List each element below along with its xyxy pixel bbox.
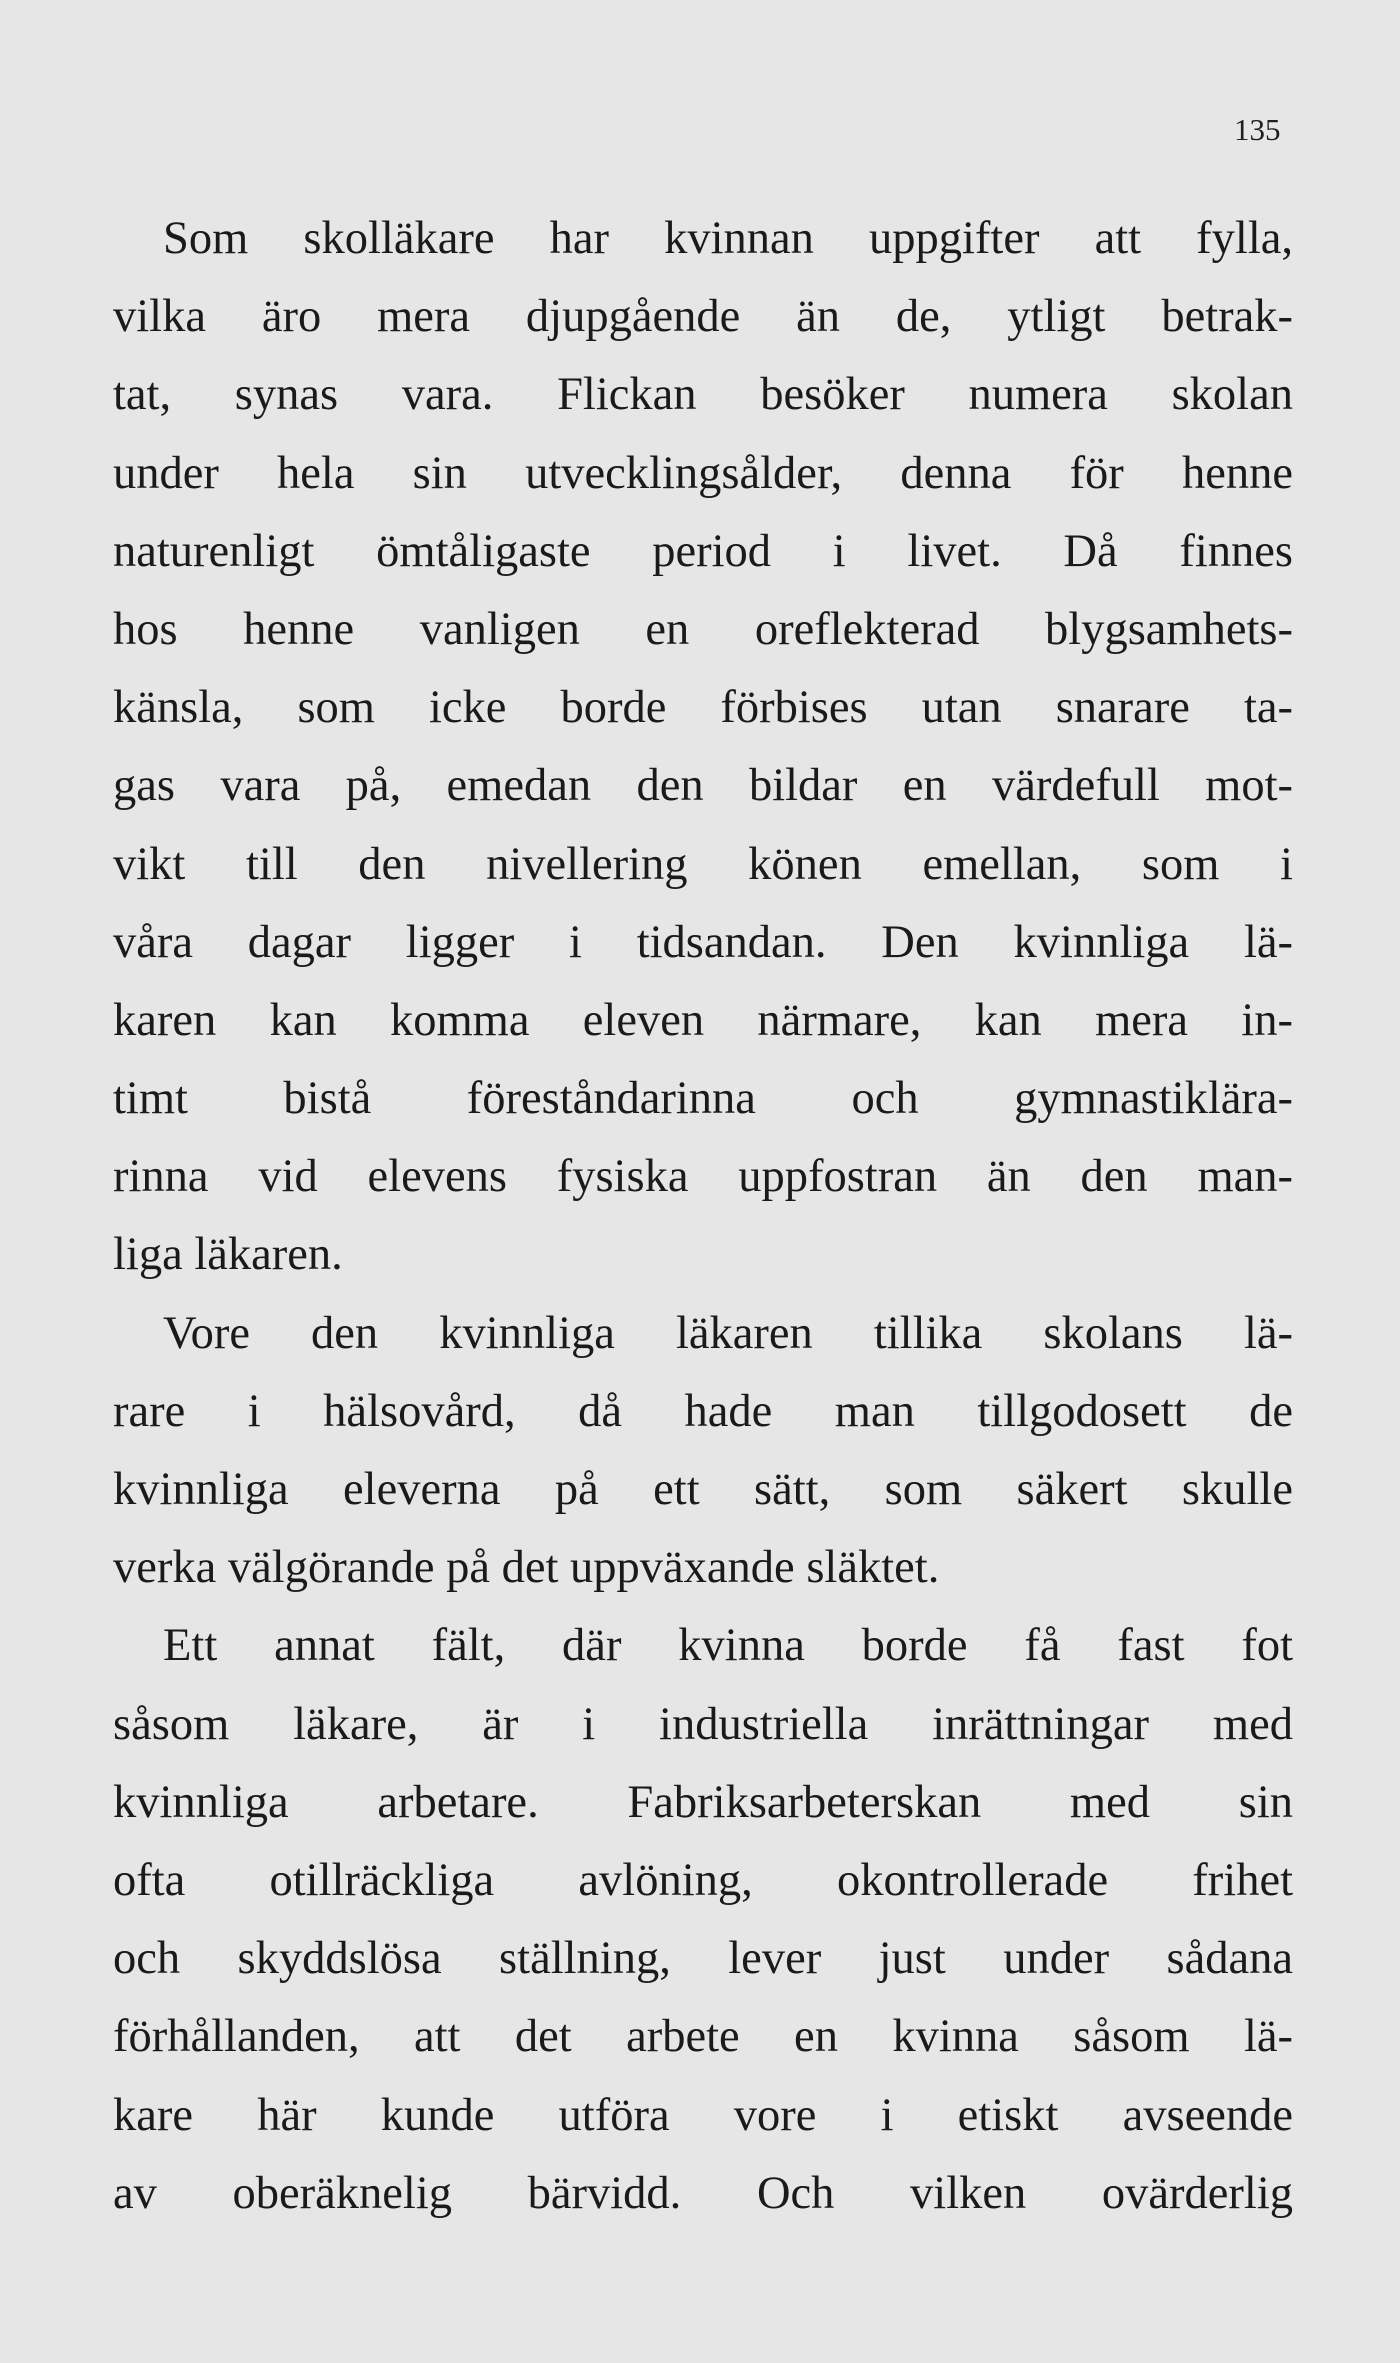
text-line: såsom läkare, är i industriella inrättningar med xyxy=(113,1698,1293,1750)
text-line: och skyddslösa ställning, lever just under sådana xyxy=(113,1933,1293,1985)
text-line: våra dagar ligger i tidsandan. Den kvinnliga lä- xyxy=(113,916,1293,968)
text-line: vilka äro mera djupgående än de, ytligt betrak- xyxy=(113,291,1293,343)
text-line: Vore den kvinnliga läkaren tillika skolans lä- xyxy=(163,1307,1293,1359)
text-line: kare här kunde utföra vore i etiskt avseende xyxy=(113,2089,1293,2141)
text-line: av oberäknelig bärvidd. Och vilken ovärderlig xyxy=(113,2167,1293,2219)
text-line: hos henne vanligen en oreflekterad blygsamhets- xyxy=(113,603,1293,655)
text-line: Som skolläkare har kvinnan uppgifter att fylla, xyxy=(163,213,1293,264)
text-line: tat, synas vara. Flickan besöker numera skolan xyxy=(113,369,1293,421)
body-text xyxy=(113,200,1293,2233)
text-line: gas vara på, emedan den bildar en värdefull mot- xyxy=(113,760,1293,812)
text-line: ofta otillräckliga avlöning, okontrollerade frihet xyxy=(113,1854,1293,1906)
text-line: under hela sin utvecklingsålder, denna för henne xyxy=(113,447,1293,499)
text-line: naturenligt ömtåligaste period i livet. Då finnes xyxy=(113,525,1293,577)
text-line: kvinnliga eleverna på ett sätt, som säkert skulle xyxy=(113,1464,1293,1515)
page-number: 135 xyxy=(1234,112,1281,147)
text-line: känsla, som icke borde förbises utan snarare ta- xyxy=(113,682,1293,734)
text-line: verka välgörande på det uppväxande släktet. xyxy=(113,1542,940,1594)
text-line: liga läkaren. xyxy=(113,1229,343,1281)
text-line: rinna vid elevens fysiska uppfostran än den man- xyxy=(113,1151,1293,1203)
text-line: kvinnliga arbetare. Fabriksarbeterskan med sin xyxy=(113,1776,1293,1828)
text-line: rare i hälsovård, då hade man tillgodosett de xyxy=(113,1385,1293,1437)
text-line: karen kan komma eleven närmare, kan mera in- xyxy=(113,994,1293,1046)
text-line: vikt till den nivellering könen emellan, som i xyxy=(113,838,1293,890)
text-line: Ett annat fält, där kvinna borde få fast fot xyxy=(163,1620,1293,1672)
text-line: timt bistå föreståndarinna och gymnastiklära- xyxy=(113,1073,1293,1125)
text-line: förhållanden, att det arbete en kvinna såsom lä- xyxy=(113,2011,1293,2063)
